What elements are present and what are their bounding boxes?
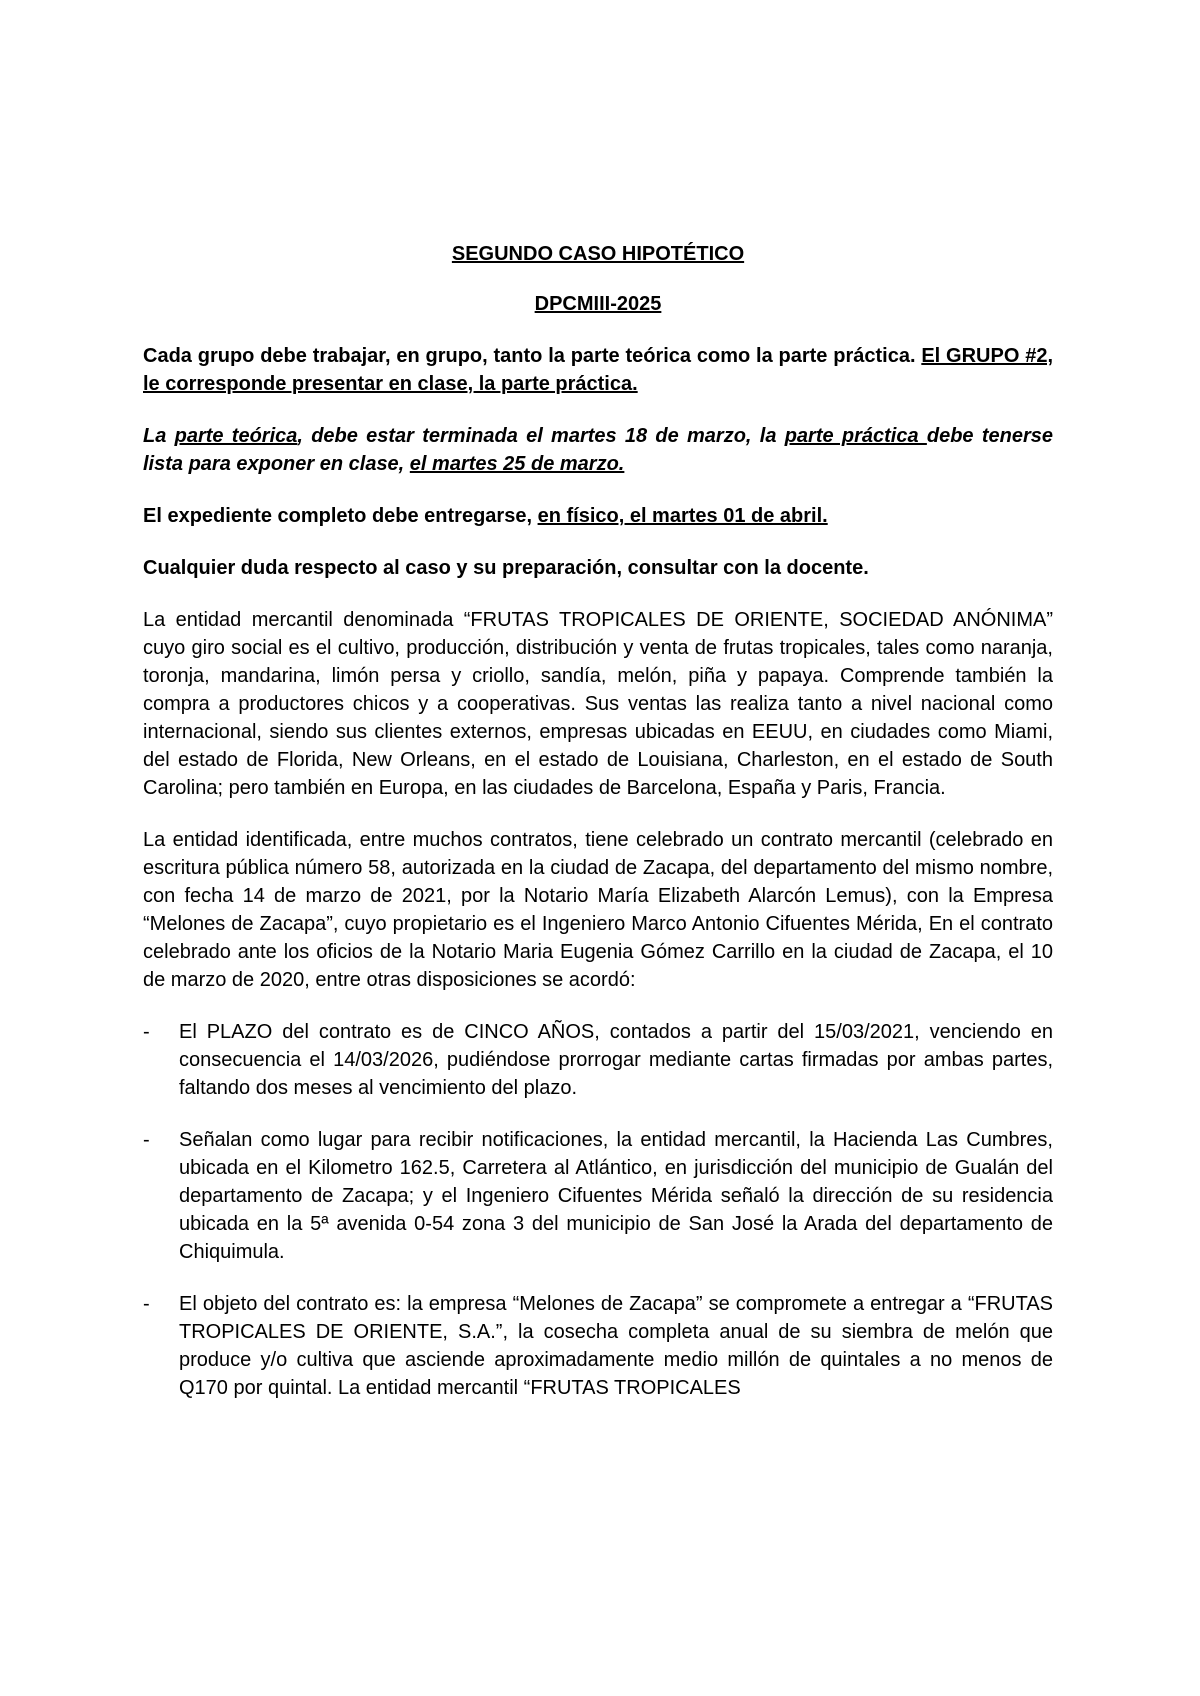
group-instructions-paragraph — [143, 342, 1053, 398]
company-description-paragraph: La entidad mercantil denominada “FRUTAS TROPICALES DE ORIENTE, SOCIEDAD ANÓNIMA” cuyo giro social es el cultivo, producción, distribución y venta de frutas tropicales, tales como naranja, toronja, mandarina, limón persa y criollo, sandía, melón, piña y papaya. Comprende también la compra a productores chicos y a cooperativas. Sus ventas las realiza tanto a nivel nacional como internacional, siendo sus clientes externos, empresas ubicadas en EEUU, en ciudades como Miami, del estado de Florida, New Orleans, en el estado de Louisiana, Charleston, en el estado de South Carolina; pero también en Europa, en las ciudades de Barcelona, España y Paris, Francia. — [143, 609, 1053, 799]
bullet-dash: - — [143, 1293, 150, 1315]
group-assignment-text: El GRUPO #2, le corresponde presentar en clase, la parte práctica. — [143, 345, 1054, 395]
list-item-text: Señalan como lugar para recibir notificaciones, la entidad mercantil, la Hacienda Las Cumbres, ubicada en el Kilometro 162.5, Carretera al Atlántico, en jurisdicción del municipio de Gualán del departamento de Zacapa; y el Ingeniero Cifuentes Mérida señaló la dirección de su residencia ubicada en la 5ª avenida 0-54 zona 3 del municipio de San José la Arada del departamento de Chiquimula. — [179, 1129, 1053, 1263]
list-item-text: El objeto del contrato es: la empresa “Melones de Zacapa” se compromete a entregar a “FRUTAS TROPICALES DE ORIENTE, S.A.”, la cosecha completa anual de su siembra de melón que produce y/o cultiva que asciende aproximadamente medio millón de quintales a no menos de Q170 por quintal. La entidad mercantil “FRUTAS TROPICALES — [179, 1293, 1053, 1399]
bullet-dash: - — [143, 1021, 150, 1043]
list-item — [143, 1126, 1053, 1266]
list-item — [143, 1290, 1053, 1402]
contract-description-paragraph: La entidad identificada, entre muchos contratos, tiene celebrado un contrato mercantil (celebrado en escritura pública número 58, autorizada en la ciudad de Zacapa, del departamento del mismo nombre, con fecha 14 de marzo de 2021, por la Notario María Elizabeth Alarcón Lemus), con la Empresa “Melones de Zacapa”, cuyo propietario es el Ingeniero Marco Antonio Cifuentes Mérida, En el contrato celebrado ante los oficios de la Notario Maria Eugenia Gómez Carrillo en la ciudad de Zacapa, el 10 de marzo de 2020, entre otras disposiciones se acordó: — [143, 829, 1053, 991]
document-title: SEGUNDO CASO HIPOTÉTICO — [451, 243, 745, 265]
bullet-dash: - — [143, 1129, 150, 1151]
list-item-text: El PLAZO del contrato es de CINCO AÑOS, contados a partir del 15/03/2021, venciendo en consecuencia el 14/03/2026, pudiéndose prorrogar mediante cartas firmadas por ambas partes, faltando dos meses al vencimiento del plazo. — [179, 1021, 1053, 1099]
document-subtitle: DPCMIII-2025 — [534, 293, 662, 315]
deadlines-text-3: debe tenerse lista para exponer en clase, — [143, 425, 1053, 475]
deadlines-text-2: , debe estar terminada el martes 18 de marzo, la — [297, 425, 785, 447]
delivery-paragraph — [143, 502, 1053, 530]
deadlines-text-1: La — [143, 425, 175, 447]
deadlines-paragraph — [143, 422, 1053, 478]
list-item — [143, 1018, 1053, 1102]
delivery-date: en físico, el martes 01 de abril. — [537, 505, 828, 527]
theory-part-label: parte teórica — [174, 425, 298, 447]
questions-paragraph: Cualquier duda respecto al caso y su preparación, consultar con la docente. — [143, 557, 869, 579]
contract-terms-list — [143, 1018, 1053, 1402]
document-body — [143, 240, 1053, 1426]
group-instructions-text: Cada grupo debe trabajar, en grupo, tanto la parte teórica como la parte práctica. — [143, 345, 922, 367]
delivery-text: El expediente completo debe entregarse, — [143, 505, 538, 527]
presentation-date: el martes 25 de marzo. — [409, 453, 625, 475]
practice-part-label: parte práctica — [784, 425, 927, 447]
